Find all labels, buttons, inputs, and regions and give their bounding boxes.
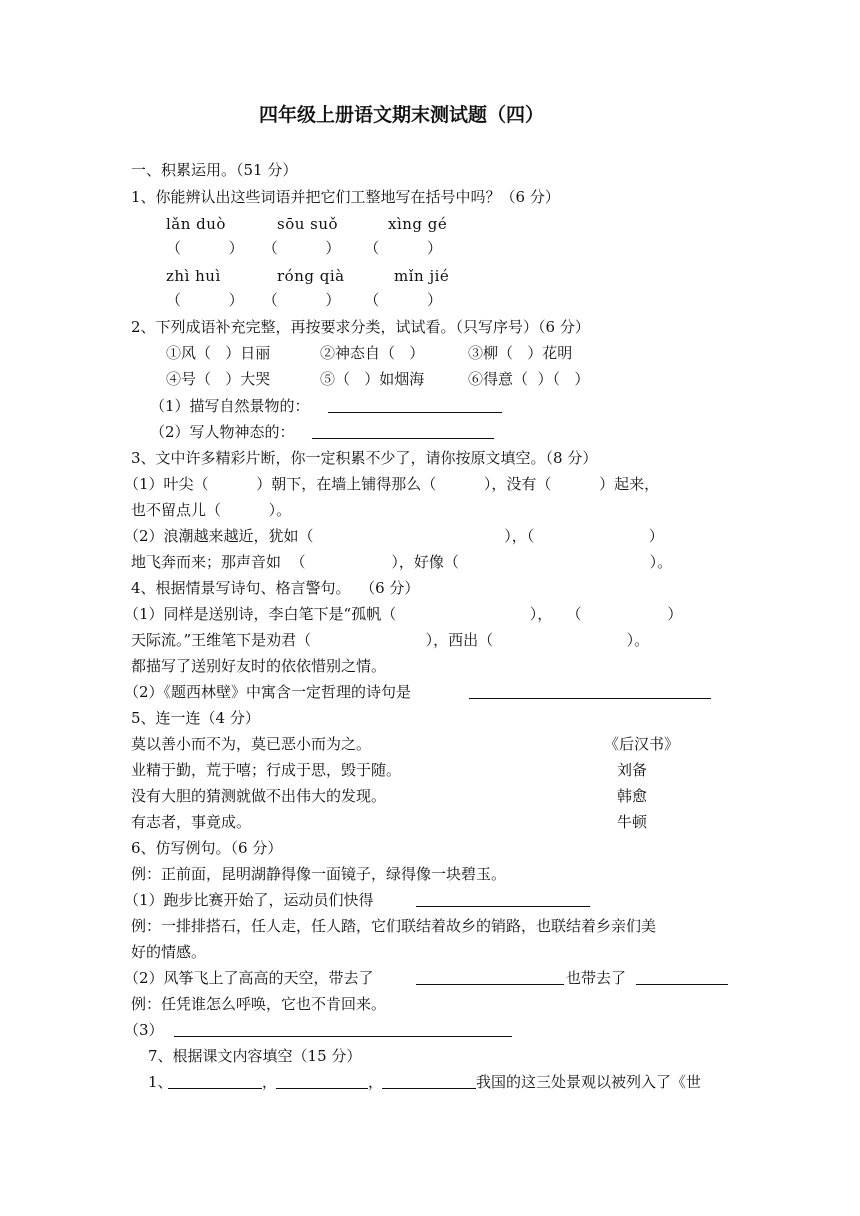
question-6-heading: 6、仿写例句。（6 分）: [131, 839, 283, 857]
idiom-item[interactable]: ④号（ ）大哭: [166, 370, 271, 388]
fill-blank-text: 也带去了: [566, 969, 627, 987]
question-5-heading: 5、连一连（4 分）: [131, 709, 260, 727]
question-4-heading: 4、根据情景写诗句、格言警句。 （6 分）: [131, 579, 420, 597]
question-1-heading: 1、你能辨认出这些词语并把它们工整地写在括号中吗？（6 分）: [131, 188, 560, 206]
idiom-item[interactable]: ⑤（ ）如烟海: [320, 370, 425, 388]
answer-line[interactable]: [382, 1088, 476, 1089]
fill-blank-text[interactable]: （2）浪潮越来越近，犹如（ ），（ ）: [124, 527, 664, 545]
page-title: 四年级上册语文期末测试题（四）: [259, 104, 545, 126]
example-sentence: 好的情感。: [131, 943, 207, 961]
answer-line[interactable]: [312, 438, 494, 439]
fill-blank-text: 我国的这三处景观以被列入了《世: [476, 1073, 702, 1091]
answer-line[interactable]: [328, 412, 502, 413]
classify-prompt: （1）描写自然景物的：: [150, 397, 310, 415]
fill-blank-text: 1、: [148, 1073, 173, 1091]
fill-blank-text: （3）: [124, 1021, 164, 1039]
fill-blank-text[interactable]: 天际流。”王维笔下是劝君（ ），西出（ ）。: [131, 631, 650, 649]
fill-blank-text: （2）风筝飞上了高高的天空，带去了: [124, 969, 374, 987]
fill-blank-text[interactable]: （1）同样是送别诗，李白笔下是“孤帆（ ）， （ ）: [124, 605, 683, 623]
answer-brackets[interactable]: （ ） （ ） （ ）: [166, 291, 442, 309]
answer-line[interactable]: [469, 698, 711, 699]
pinyin-6: mǐn jié: [394, 267, 450, 285]
pinyin-3: xìng gé: [388, 215, 448, 233]
answer-line[interactable]: [636, 984, 728, 985]
source-item[interactable]: 刘备: [617, 761, 648, 779]
pinyin-1: lǎn duò: [166, 215, 226, 233]
separator: ，: [368, 1073, 384, 1091]
example-sentence: 例：一排排搭石，任人走，任人踏，它们联结着故乡的销路，也联结着乡亲们美: [131, 917, 657, 935]
example-sentence: 例：任凭谁怎么呼唤，它也不肯回来。: [131, 995, 387, 1013]
answer-line[interactable]: [416, 906, 590, 907]
answer-line[interactable]: [168, 1088, 262, 1089]
idiom-item[interactable]: ②神态自（ ）: [320, 344, 425, 362]
question-7-heading: 7、根据课文内容填空（15 分）: [148, 1047, 362, 1065]
answer-line[interactable]: [416, 984, 564, 985]
pinyin-5: róng qià: [277, 267, 345, 285]
section-heading: 一、积累运用。（51 分）: [131, 161, 298, 179]
question-3-heading: 3、文中许多精彩片断，你一定积累不少了，请你按原文填空。（8 分）: [131, 449, 598, 467]
pinyin-2: sōu suǒ: [277, 215, 339, 233]
idiom-item[interactable]: ⑥得意（ ）（ ）: [468, 370, 590, 388]
answer-line[interactable]: [174, 1036, 512, 1037]
source-item[interactable]: 韩愈: [617, 787, 648, 805]
fill-blank-text[interactable]: 也不留点儿（ ）。: [131, 501, 292, 519]
fill-blank-text[interactable]: 地飞奔而来；那声音如 （ ），好像（ ）。: [131, 553, 673, 571]
source-item[interactable]: 牛顿: [617, 813, 648, 831]
answer-brackets[interactable]: （ ） （ ） （ ）: [166, 239, 442, 257]
example-sentence: 例：正前面，昆明湖静得像一面镜子，绿得像一块碧玉。: [131, 865, 507, 883]
body-text: 都描写了送别好友时的依依惜别之情。: [131, 657, 387, 675]
fill-blank-text: （2）《题西林壁》中寓含一定哲理的诗句是: [124, 683, 412, 701]
quote-item[interactable]: 有志者，事竟成。: [131, 813, 252, 831]
quote-item[interactable]: 莫以善小而不为，莫已恶小而为之。: [131, 735, 372, 753]
question-2-heading: 2、下列成语补充完整，再按要求分类，试试看。（只写序号）（6 分）: [131, 318, 590, 336]
classify-prompt: （2）写人物神态的：: [150, 423, 295, 441]
pinyin-4: zhì huì: [166, 267, 221, 285]
quote-item[interactable]: 没有大胆的猜测就做不出伟大的发现。: [131, 787, 387, 805]
idiom-item[interactable]: ①风（ ）日丽: [166, 344, 271, 362]
answer-line[interactable]: [276, 1088, 368, 1089]
fill-blank-text[interactable]: （1）叶尖（ ）朝下，在墙上铺得那么（ ），没有（ ）起来，: [124, 475, 660, 493]
separator: ，: [262, 1073, 278, 1091]
source-item[interactable]: 《后汉书》: [604, 735, 680, 753]
fill-blank-text: （1）跑步比赛开始了，运动员们快得: [124, 891, 374, 909]
quote-item[interactable]: 业精于勤，荒于嘻；行成于思，毁于随。: [131, 761, 402, 779]
idiom-item[interactable]: ③柳（ ）花明: [468, 344, 573, 362]
